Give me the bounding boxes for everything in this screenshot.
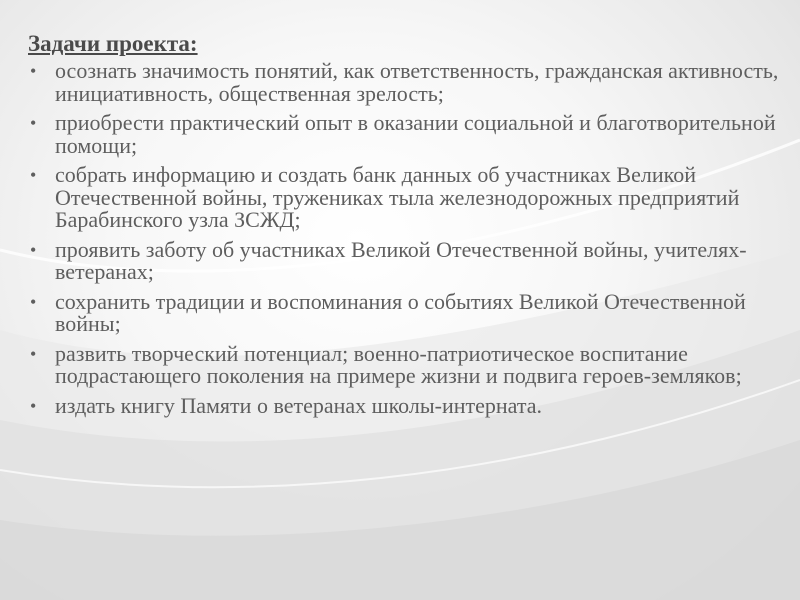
bullet-icon: • [30, 113, 37, 133]
task-text: осознать значимость понятий, как ответственность, гражданская активность, инициативность, общественная зрелость; [55, 58, 779, 106]
task-text: развить творческий потенциал; военно-патриотическое воспитание подрастающего поколения на примере жизни и подвига героев-земляков; [55, 340, 742, 388]
task-item [28, 112, 788, 157]
task-text: издать книгу Памяти о ветеранах школы-интерната. [55, 392, 542, 418]
task-item [28, 392, 788, 418]
bullet-icon: • [30, 343, 37, 364]
task-item [28, 340, 788, 388]
task-item [28, 236, 788, 284]
task-list [28, 60, 788, 417]
task-item [28, 164, 788, 232]
task-item [28, 60, 788, 105]
bullet-icon: • [30, 239, 37, 260]
bullet-icon: • [30, 165, 37, 185]
task-text: сохранить традиции и воспоминания о событиях Великой Отечественной войны; [55, 288, 746, 336]
task-text: приобрести практический опыт в оказании социальной и благотворительной помощи; [55, 110, 776, 158]
bullet-icon: • [30, 395, 37, 416]
bullet-icon: • [30, 291, 37, 312]
slide-title: Задачи проекта: [28, 31, 198, 56]
task-text: собрать информацию и создать банк данных об участниках Великой Отечественной войны, тружениках тыла железнодорожных предприятий Барабинского узла ЗСЖД; [55, 162, 740, 232]
bullet-icon: • [30, 61, 37, 81]
task-item [28, 288, 788, 336]
slide-content [28, 30, 788, 424]
task-text: проявить заботу об участниках Великой Отечественной войны, учителях- ветеранах; [55, 236, 747, 284]
